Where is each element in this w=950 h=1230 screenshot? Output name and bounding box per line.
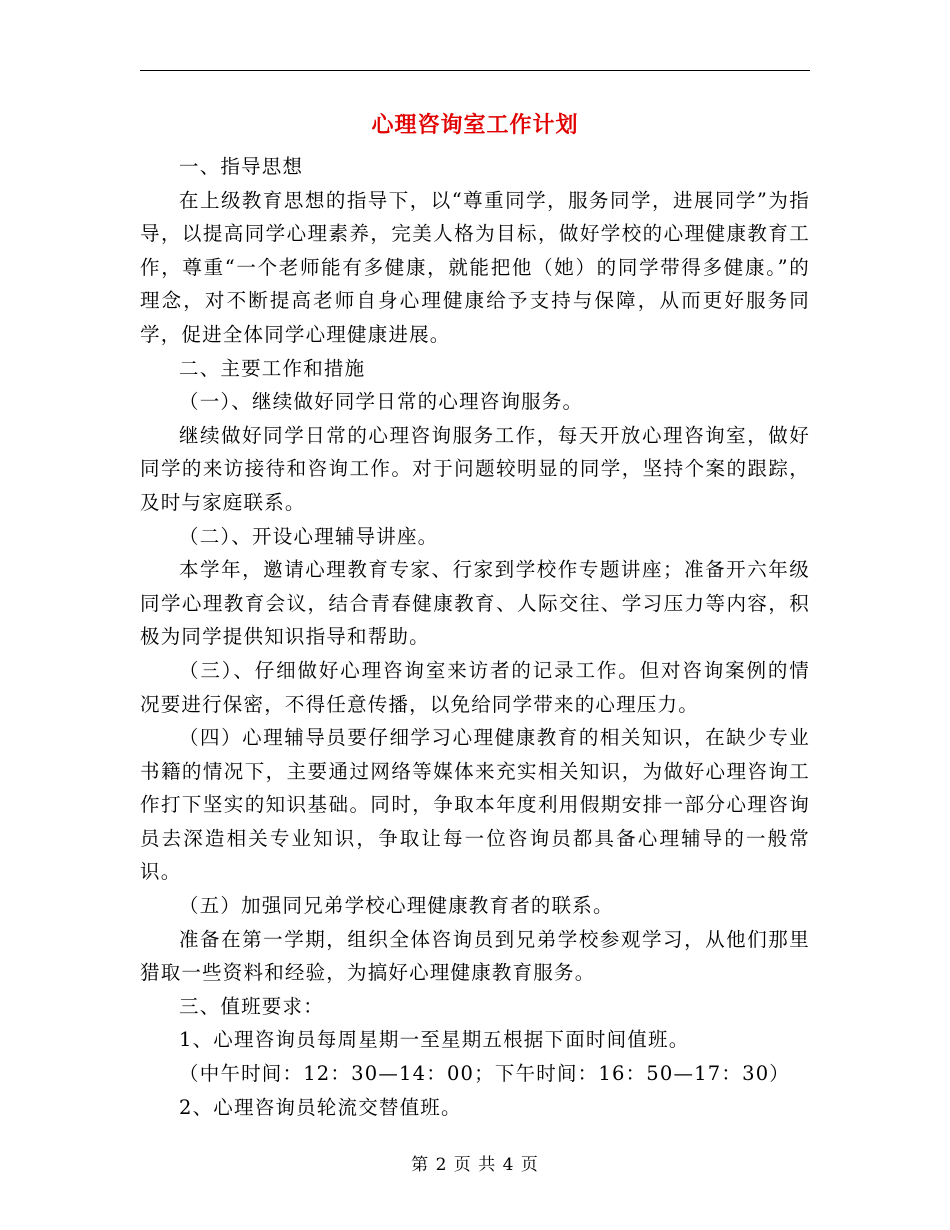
paragraph-item-4: （四）心理辅导员要仔细学习心理健康教育的相关知识，在缺少专业书籍的情况下，主要通过网络等媒体来充实相关知识，为做好心理咨询工作打下坚实的知识基础。同时，争取本年度利用假期安排一部分心理咨询员去深造相关专业知识，争取让每一位咨询员都具备心理辅导的一般常识。 — [140, 726, 810, 884]
header-rule — [140, 70, 810, 71]
paragraph-duty-times: （中午时间：12：30—14：00；下午时间：16：50—17：30） — [179, 1062, 791, 1086]
paragraph-item-2-body: 本学年，邀请心理教育专家、行家到学校作专题讲座；准备开六年级同学心理教育会议，结合青春健康教育、人际交往、学习压力等内容，积极为同学提供知识指导和帮助。 — [140, 558, 810, 649]
paragraph-section-1-heading: 一、指导思想 — [179, 155, 304, 178]
paragraph-section-3-heading: 三、值班要求： — [179, 994, 324, 1018]
paragraph-item-3: （三）、仔细做好心理咨询室来访者的记录工作。但对咨询案例的情况要进行保密，不得任意传播，以免给同学带来的心理压力。 — [140, 658, 810, 716]
paragraph-item-1-heading: （一）、继续做好同学日常的心理咨询服务。 — [179, 390, 584, 414]
page-number-footer: 第 2 页 共 4 页 — [411, 1155, 539, 1175]
paragraph-item-5-body: 准备在第一学期，组织全体咨询员到兄弟学校参观学习，从他们那里猎取一些资料和经验，为搞好心理健康教育服务。 — [140, 927, 810, 985]
document-title: 心理咨询室工作计划 — [371, 112, 579, 138]
paragraph-item-2-heading: （二）、开设心理辅导讲座。 — [179, 524, 439, 548]
paragraph-item-1-body: 继续做好同学日常的心理咨询服务工作，每天开放心理咨询室，做好同学的来访接待和咨询工作。对于问题较明显的同学，坚持个案的跟踪，及时与家庭联系。 — [140, 423, 810, 514]
paragraph-guiding-thought: 在上级教育思想的指导下，以“尊重同学，服务同学，进展同学”为指导，以提高同学心理素养，完美人格为目标，做好学校的心理健康教育工作，尊重“一个老师能有多健康，就能把他（她）的同学带得多健康。”的理念，对不断提高老师自身心理健康给予支持与保障，从而更好服务同学，促进全体同学心理健康进展。 — [140, 188, 810, 346]
paragraph-section-2-heading: 二、主要工作和措施 — [179, 356, 366, 380]
paragraph-duty-2: 2、心理咨询员轮流交替值班。 — [179, 1095, 462, 1119]
paragraph-duty-1: 1、心理咨询员每周星期一至星期五根据下面时间值班。 — [179, 1028, 690, 1052]
document-body — [140, 150, 810, 1124]
paragraph-item-5-heading: （五）加强同兄弟学校心理健康教育者的联系。 — [179, 894, 614, 918]
